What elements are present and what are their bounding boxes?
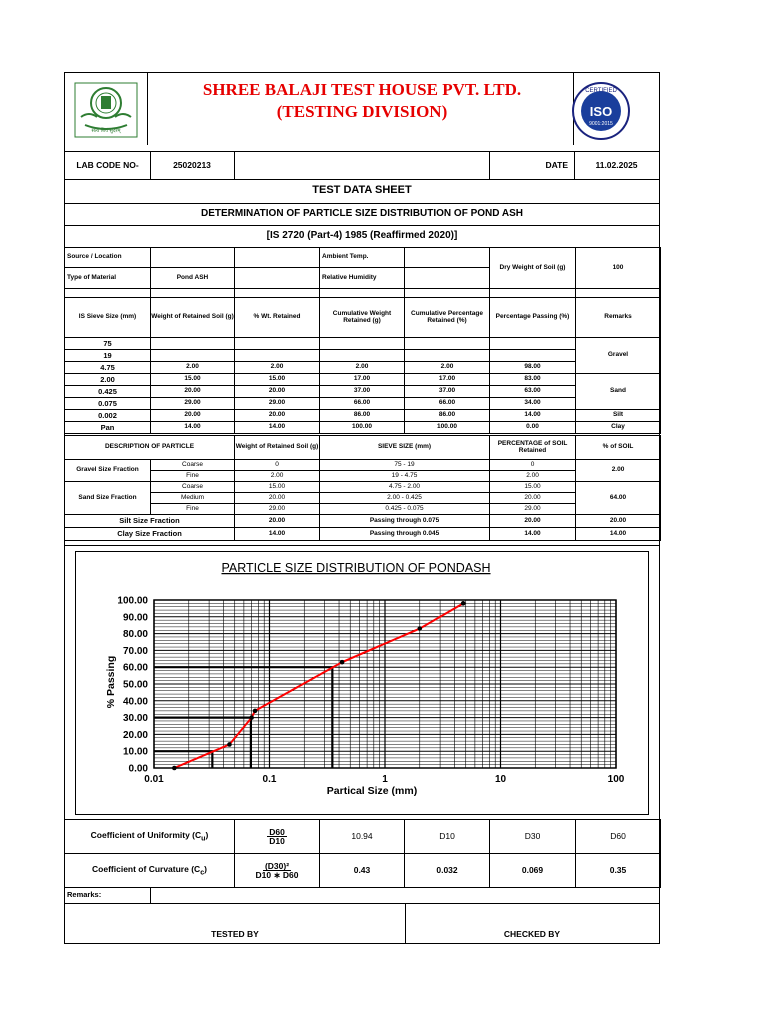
logo-motto: सत्यं शिवं सुंदरम् <box>91 128 121 134</box>
date-label: DATE <box>545 159 568 170</box>
d60-header: D60 <box>576 820 661 854</box>
cc-label: Coefficient of Curvature $(C_c)$ <box>65 854 235 888</box>
test-data-sheet <box>64 72 660 944</box>
sample-info-table <box>64 247 661 298</box>
y-tick-label: 50.00 <box>122 679 148 691</box>
header-pct-retained: % Wt. Retained <box>235 298 320 338</box>
header-pct-passing: Percentage Passing (%) <box>490 298 576 338</box>
d30-header: D30 <box>490 820 576 854</box>
company-name: SHREE BALAJI TEST HOUSE PVT. LTD. <box>202 80 522 100</box>
table-row: 75 Gravel <box>65 338 661 350</box>
data-point <box>227 742 232 747</box>
table-row: Clay Size Fraction 14.00 Passing through 0.045 14.00 14.00 <box>65 528 661 541</box>
remark-silt: Silt <box>576 410 661 422</box>
table-row: 4.75 2.00 2.00 2.00 2.00 98.00 <box>65 362 661 374</box>
table-row: Fine 2.00 19 - 4.75 2.00 <box>65 471 661 482</box>
particle-size-chart <box>76 552 648 814</box>
table-row: Silt Size Fraction 20.00 Passing through 0.075 20.00 20.00 <box>65 515 661 528</box>
iso-certification-badge <box>571 81 631 141</box>
coefficients-table <box>64 819 661 888</box>
tested-by-label: TESTED BY <box>211 928 259 939</box>
cu-label: Coefficient of Uniformity $(C_u)$ <box>65 820 235 854</box>
gravel-total: 2.00 <box>576 460 661 482</box>
header-pct-soil: % of SOIL <box>576 436 661 460</box>
header-cum-pct: Cumulative Percentage Retained (%) <box>405 298 490 338</box>
table-row: 0.075 29.00 29.00 66.00 66.00 34.00 <box>65 398 661 410</box>
x-tick-label: 10 <box>494 774 507 785</box>
y-tick-label: 90.00 <box>122 612 148 624</box>
material-value: Pond ASH <box>151 268 235 289</box>
x-tick-label: 1 <box>382 774 388 785</box>
header-sieve-range: SIEVE SIZE (mm) <box>320 436 490 460</box>
humidity-label: Relative Humidity <box>320 268 405 289</box>
table-row: 0.002 20.00 20.00 86.00 86.00 14.00 Silt <box>65 410 661 422</box>
data-point <box>253 709 258 714</box>
table-row: Fine 29.00 0.425 - 0.075 29.00 <box>65 504 661 515</box>
y-tick-label: 60.00 <box>122 662 148 674</box>
sheet-title: TEST DATA SHEET <box>312 184 412 197</box>
sand-fraction-label: Sand Size Fraction <box>65 482 151 515</box>
source-label: Source / Location <box>65 248 151 268</box>
chart-frame <box>75 551 649 815</box>
y-tick-label: 80.00 <box>122 629 148 641</box>
x-tick-label: 100 <box>607 774 625 785</box>
chart-x-axis-label: Partical Size (mm) <box>326 785 418 797</box>
svg-text:ISO: ISO <box>589 104 613 119</box>
y-tick-label: 20.00 <box>122 729 148 741</box>
table-row: Medium 20.00 2.00 - 0.425 20.00 <box>65 493 661 504</box>
dry-weight-value: 100 <box>576 248 661 289</box>
y-tick-label: 0.00 <box>128 763 148 775</box>
remarks-label: Remarks: <box>67 890 102 900</box>
ambient-temp-label: Ambient Temp. <box>320 248 405 268</box>
remark-gravel: Gravel <box>576 338 661 374</box>
d30-value: 0.069 <box>490 854 576 888</box>
standard-reference: [IS 2720 (Part-4) 1985 (Reaffirmed 2020)] <box>266 229 458 241</box>
y-tick-label: 10.00 <box>122 746 148 758</box>
gravel-fraction-label: Gravel Size Fraction <box>65 460 151 482</box>
reference-line <box>154 718 251 768</box>
header-description: DESCRIPTION OF PARTICLE <box>65 436 235 460</box>
data-point <box>461 601 466 606</box>
cu-value: 10.94 <box>320 820 405 854</box>
remark-clay: Clay <box>576 422 661 434</box>
table-row: 19 <box>65 350 661 362</box>
source-value <box>151 248 235 268</box>
data-point <box>340 660 345 665</box>
lab-code-label: LAB CODE NO- <box>76 159 139 170</box>
table-row: 2.00 15.00 15.00 17.00 17.00 83.00 Sand <box>65 374 661 386</box>
data-point <box>249 715 254 720</box>
d10-header: D10 <box>405 820 490 854</box>
y-tick-label: 70.00 <box>122 645 148 657</box>
lab-code-value: 25020213 <box>173 159 211 170</box>
d60-value: 0.35 <box>576 854 661 888</box>
chart-title: PARTICLE SIZE DISTRIBUTION OF PONDASH <box>221 561 491 575</box>
header-weight-retained: Weight of Retained Soil (g) <box>151 298 235 338</box>
cc-formula: $\frac{\text{(D30)²}}{D10 ∗ D60}$ <box>235 854 320 888</box>
cu-formula: $\frac{D60}{D10}$ <box>235 820 320 854</box>
silt-fraction-label: Silt Size Fraction <box>65 515 235 528</box>
chart-y-axis-label: % Passing <box>105 655 117 709</box>
data-point <box>417 626 422 631</box>
dry-weight-label: Dry Weight of Soil (g) <box>490 248 576 289</box>
y-tick-label: 100.00 <box>117 595 148 607</box>
header-sieve-size: IS Sieve Size (mm) <box>65 298 151 338</box>
sand-total: 64.00 <box>576 482 661 515</box>
header-remarks: Remarks <box>576 298 661 338</box>
header-fraction-weight: Weight of Retained Soil (g) <box>235 436 320 460</box>
material-label: Type of Material <box>65 268 151 289</box>
reference-line <box>154 751 212 768</box>
svg-text:9001:2015: 9001:2015 <box>589 121 613 127</box>
y-tick-label: 30.00 <box>122 713 148 725</box>
x-tick-label: 0.01 <box>144 774 164 785</box>
d10-value: 0.032 <box>405 854 490 888</box>
remark-sand: Sand <box>576 374 661 410</box>
table-row: 0.425 20.00 20.00 37.00 37.00 63.00 <box>65 386 661 398</box>
x-tick-label: 0.1 <box>262 774 277 785</box>
date-value: 11.02.2025 <box>595 159 638 170</box>
table-row: Gravel Size Fraction Coarse 0 75 - 19 0 2.00 <box>65 460 661 471</box>
checked-by-label: CHECKED BY <box>503 928 561 939</box>
sieve-analysis-table <box>64 297 661 434</box>
clay-fraction-label: Clay Size Fraction <box>65 528 235 541</box>
table-row: Pan 14.00 14.00 100.00 100.00 0.00 Clay <box>65 422 661 434</box>
particle-fraction-table <box>64 435 661 541</box>
svg-text:CERTIFIED: CERTIFIED <box>585 88 617 94</box>
header-cum-weight: Cumulative Weight Retained (g) <box>320 298 405 338</box>
testing-division: (TESTING DIVISION) <box>276 102 448 122</box>
y-tick-label: 40.00 <box>122 696 148 708</box>
cc-value: 0.43 <box>320 854 405 888</box>
header-pct-soil-retained: PERCENTAGE of SOIL Retained <box>490 436 576 460</box>
determination-title: DETERMINATION OF PARTICLE SIZE DISTRIBUTION OF POND ASH <box>200 207 524 219</box>
table-row: Sand Size Fraction Coarse 15.00 4.75 - 2.00 15.00 64.00 <box>65 482 661 493</box>
